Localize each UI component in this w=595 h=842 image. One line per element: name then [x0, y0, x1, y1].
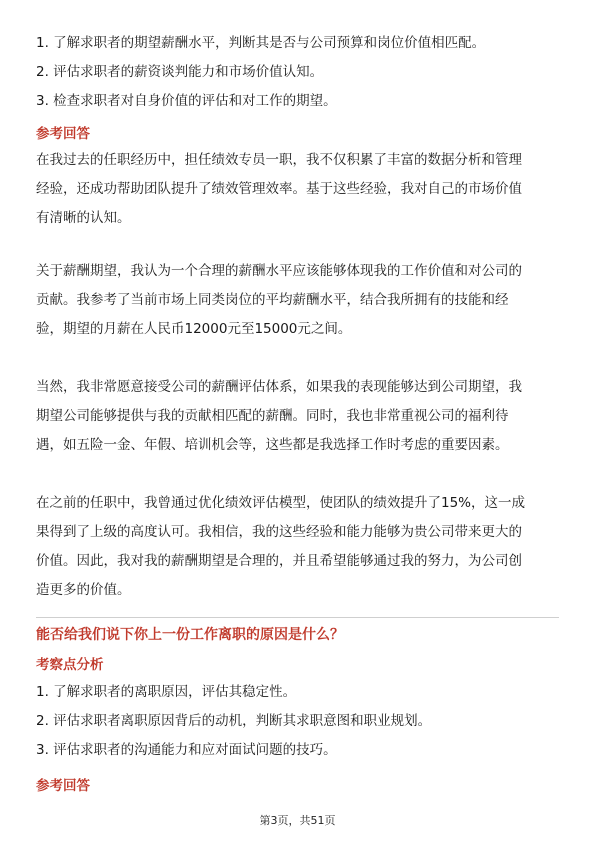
list-item: 2. 评估求职者的薪资谈判能力和市场价值认知。: [36, 64, 324, 80]
paragraph-line: 期望公司能够提供与我的贡献相匹配的薪酬。同时，我也非常重视公司的福利待: [36, 408, 509, 424]
section-divider: [36, 617, 559, 618]
analysis-heading: 考察点分析: [36, 657, 104, 673]
paragraph-line: 价值。因此，我对我的薪酬期望是合理的，并且希望能够通过我的努力，为公司创: [36, 553, 522, 569]
paragraph-line: 遇，如五险一金、年假、培训机会等，这些都是我选择工作时考虑的重要因素。: [36, 437, 509, 453]
paragraph-line: 有清晰的认知。: [36, 210, 131, 226]
answer-paragraph: [36, 146, 559, 233]
answer-paragraph: [36, 257, 559, 344]
answer-heading: 参考回答: [36, 778, 90, 794]
list-item: 1. 了解求职者的离职原因，评估其稳定性。: [36, 684, 297, 700]
paragraph-line: 当然，我非常愿意接受公司的薪酬评估体系，如果我的表现能够达到公司期望，我: [36, 379, 522, 395]
paragraph-line: 在我过去的任职经历中，担任绩效专员一职，我不仅积累了丰富的数据分析和管理: [36, 152, 522, 168]
list-item: 1. 了解求职者的期望薪酬水平，判断其是否与公司预算和岗位价值相匹配。: [36, 35, 486, 51]
paragraph-line: 经验，还成功帮助团队提升了绩效管理效率。基于这些经验，我对自己的市场价值: [36, 181, 522, 197]
answer-heading: 参考回答: [36, 126, 90, 142]
paragraph-line: 造更多的价值。: [36, 582, 131, 598]
paragraph-line: 果得到了上级的高度认可。我相信，我的这些经验和能力能够为贵公司带来更大的: [36, 524, 522, 540]
answer-paragraph: [36, 373, 559, 460]
list-item: 3. 评估求职者的沟通能力和应对面试问题的技巧。: [36, 742, 337, 758]
paragraph-line: 贡献。我参考了当前市场上同类岗位的平均薪酬水平，结合我所拥有的技能和经: [36, 292, 509, 308]
paragraph-line: 关于薪酬期望，我认为一个合理的薪酬水平应该能够体现我的工作价值和对公司的: [36, 263, 522, 279]
paragraph-line: 验，期望的月薪在人民币12000元至15000元之间。: [36, 321, 352, 337]
question-title: 能否给我们说下你上一份工作离职的原因是什么？: [36, 627, 344, 643]
answer-paragraph: [36, 489, 559, 605]
list-item: 3. 检查求职者对自身价值的评估和对工作的期望。: [36, 93, 337, 109]
page-number: 第3页，共51页: [259, 814, 336, 827]
paragraph-line: 在之前的任职中，我曾通过优化绩效评估模型，使团队的绩效提升了15%，这一成: [36, 495, 526, 511]
list-item: 2. 评估求职者离职原因背后的动机，判断其求职意图和职业规划。: [36, 713, 432, 729]
